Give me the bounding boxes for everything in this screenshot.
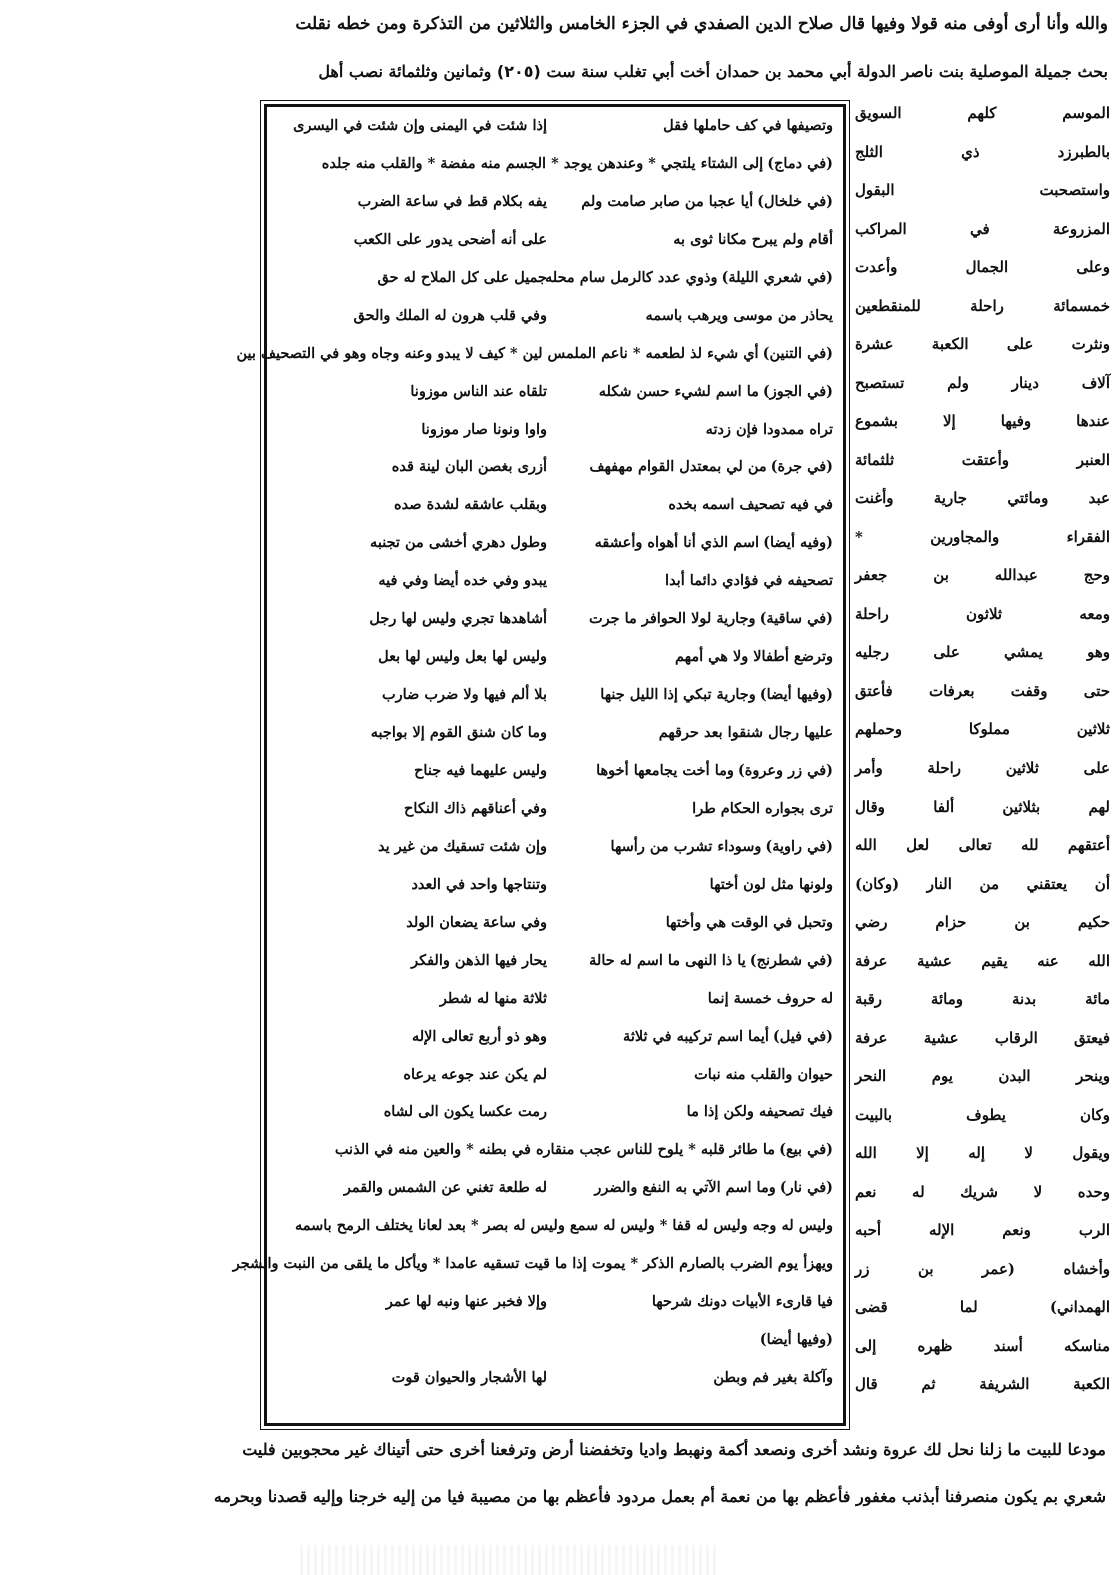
first-hemistich	[563, 876, 833, 893]
first-hemistich	[563, 307, 833, 324]
second-hemistich-text: يفه بكلام قط في ساعة الضرب	[357, 192, 547, 210]
side-column-line: مائة بدنة ومائة رقبة	[855, 990, 1110, 1009]
poem-row	[277, 952, 833, 986]
second-hemistich	[277, 572, 547, 589]
poem-row	[277, 1217, 833, 1251]
first-hemistich-text: له حروف خمسة إنما	[707, 989, 833, 1007]
riddle-label: (في ساقية)	[759, 610, 833, 628]
side-column-line: عبد ومائتي جارية وأغنت	[855, 489, 1110, 508]
second-hemistich	[277, 1066, 547, 1083]
bottom-text-line-1: مودعا للبيت ما زلنا نحل لك عروة ونشد أخرى ونصعد أكمة ونهبط واديا وتخفضنا أرض وترفعنا أخرى حتى أتيناك غير محجوبين فليت	[242, 1440, 1106, 1459]
first-hemistich	[563, 686, 833, 703]
riddle-label: (في بيع)	[779, 1141, 833, 1159]
second-hemistich-text: وفي أعناقهم ذاك النكاح	[404, 799, 547, 817]
poem-row	[277, 1141, 833, 1175]
second-hemistich	[277, 990, 547, 1007]
first-hemistich	[563, 1331, 833, 1348]
poem-row	[277, 117, 833, 151]
poem-row	[277, 1066, 833, 1100]
poem-row	[277, 1179, 833, 1213]
side-column-line: الكعبة الشريفة ثم قال	[855, 1375, 1110, 1394]
second-hemistich	[277, 496, 547, 513]
poem-prose-line	[277, 155, 833, 172]
poem-row	[277, 458, 833, 492]
second-hemistich-text: وإلا فخبر عنها ونبه لها عمر	[385, 1293, 547, 1311]
first-hemistich-text: فيك تصحيفه ولكن إذا ما	[686, 1103, 833, 1121]
riddle-label: (في التنين)	[762, 344, 833, 362]
second-hemistich-text: رمت عكسا يكون الى لشاه	[383, 1103, 547, 1121]
riddle-label: (في دماج)	[767, 154, 833, 172]
riddle-label: (في نار)	[779, 1179, 833, 1197]
side-column-line: ومعه ثلاثون راحلة	[855, 604, 1110, 623]
first-hemistich	[563, 383, 833, 400]
bottom-text-line-2: شعري بم يكون منصرفنا أبذنب مغفور فأعظم بها من نعمة أم بعمل مردود فأعظم بها من مصيبة فيا من إليه خرجنا وإليه قصدنا وبحرمه	[213, 1487, 1106, 1506]
poem-row	[277, 496, 833, 530]
first-hemistich	[563, 648, 833, 665]
second-hemistich-text: ثلاثة منها له شطر	[439, 989, 547, 1007]
side-column-line: وينحر البدن يوم النحر	[855, 1067, 1110, 1086]
poem-row	[277, 724, 833, 758]
poem-row	[277, 421, 833, 455]
riddle-label: (وفيها أيضا)	[759, 686, 833, 704]
poem-prose-text: أي شيء لذ لطعمه * ناعم الملمس لين * كيف لا يبدو وعنه وجاه وهو في التصحيف بين	[236, 344, 759, 362]
first-hemistich-text: وتحبل في الوقت هي وأختها	[665, 913, 833, 931]
first-hemistich	[563, 914, 833, 931]
first-hemistich	[563, 762, 833, 779]
second-hemistich-text: أشاهدها تجري وليس لها رجل	[369, 610, 547, 628]
poem-row	[277, 610, 833, 644]
poem-row	[277, 800, 833, 834]
second-hemistich-text: وطول دهري أخشى من تجنبه	[370, 534, 547, 552]
poem-row	[277, 534, 833, 568]
side-column-line: المزروعة في المراكب	[855, 219, 1110, 238]
side-column-line: حكيم بن حزام رضي	[855, 913, 1110, 932]
first-hemistich-text: أقام ولم يبرح مكانا ثوى به	[673, 230, 833, 248]
poem-row	[277, 1369, 833, 1403]
poem-row	[277, 572, 833, 606]
poem-frame	[232, 104, 846, 1426]
first-hemistich-text: أيا عجبا من صابر صامت ولم	[581, 192, 754, 210]
first-hemistich-text: تصحيفه في فؤادي دائما أبدا	[665, 572, 833, 590]
poem-row	[277, 1331, 833, 1365]
second-hemistich-text: وفي قلب هرون له الملك والحق	[353, 306, 547, 324]
second-hemistich	[277, 876, 547, 893]
side-column-line: مناسكه أسند ظهره إلى	[855, 1336, 1110, 1355]
top-text-line-2	[12, 62, 1108, 81]
side-column-line: ويقول لا إله إلا الله	[855, 1144, 1110, 1163]
first-hemistich-text: يحاذر من موسى ويرهب باسمه	[645, 306, 833, 324]
first-hemistich-text: حيوان والقلب منه نبات	[694, 1065, 833, 1083]
second-hemistich	[277, 1103, 547, 1120]
second-hemistich	[277, 269, 547, 286]
side-column-line: الفقراء والمجاورين *	[855, 527, 1110, 546]
first-hemistich	[563, 838, 833, 855]
poem-row	[277, 193, 833, 227]
first-hemistich	[563, 1369, 833, 1386]
riddle-label: (في راوية)	[765, 837, 833, 855]
top-text-line-2-part-b: وثمانين وثلثمائة نصب أهل	[318, 62, 492, 81]
poem-prose-line	[232, 1255, 833, 1273]
first-hemistich-text: يا ذا النهى ما اسم له حالة	[589, 951, 746, 969]
side-column-line: آلاف دينار ولم تستصبح	[855, 373, 1110, 392]
riddle-label: (وفيه أيضا)	[763, 534, 833, 552]
first-hemistich-text: فيا قارىء الأبيات دونك شرحها	[651, 1293, 833, 1311]
riddle-label: (في جرة)	[770, 458, 833, 476]
side-column-line: وعلى الجمال وأعدت	[855, 258, 1110, 277]
side-column-line: أعتقهم لله تعالى لعل الله	[855, 836, 1110, 855]
second-hemistich	[277, 1293, 547, 1310]
first-hemistich-text: أيما اسم تركيبه في ثلاثة	[623, 1027, 769, 1045]
poem-row	[277, 1103, 833, 1137]
poem-prose-line	[277, 1217, 833, 1234]
second-hemistich	[277, 1028, 547, 1045]
first-hemistich-text: وسوداء تشرب من رأسها	[610, 837, 762, 855]
poem-row	[277, 686, 833, 720]
riddle-label: (في الجوز)	[762, 382, 833, 400]
side-column-line: ثلاثين مملوكا وحملهم	[855, 720, 1110, 739]
first-hemistich	[545, 268, 833, 286]
poem-row	[277, 1028, 833, 1062]
second-hemistich-text: على أنه أضحى يدور على الكعب	[353, 230, 547, 248]
second-hemistich	[277, 193, 547, 210]
side-column	[855, 104, 1110, 1424]
second-hemistich-text: يبدو وفي خده أيضا وفي فيه	[378, 572, 547, 590]
first-hemistich-text: اسم الذي أنا أهواه وأعشقه	[594, 534, 760, 552]
first-hemistich-text: وترضع أطفالا ولا هي أمهم	[675, 648, 833, 666]
second-hemistich	[277, 648, 547, 665]
first-hemistich	[563, 1179, 833, 1196]
second-hemistich-text: إذا شئت في اليمنى وإن شئت في اليسرى	[293, 117, 547, 134]
side-column-line: الموسم كلهم السويق	[855, 104, 1110, 122]
first-hemistich	[563, 990, 833, 1007]
first-hemistich-text: عليها رجال شنقوا بعد حرقهم	[658, 724, 833, 742]
first-hemistich-text: وآكلة بغير فم وبطن	[713, 1369, 833, 1387]
first-hemistich	[563, 1293, 833, 1310]
first-hemistich	[563, 193, 833, 210]
first-hemistich	[563, 572, 833, 589]
second-hemistich-text: تلقاه عند الناس موزونا	[410, 382, 547, 400]
first-hemistich	[563, 534, 833, 551]
second-hemistich	[277, 686, 547, 703]
side-column-line: بالطبرزد ذي الثلج	[855, 142, 1110, 161]
second-hemistich	[277, 534, 547, 551]
side-column-line: وحج عبدالله بن جعفر	[855, 566, 1110, 585]
second-hemistich-text: يحار فيها الذهن والفكر	[411, 951, 547, 969]
second-hemistich-text: واوا ونونا صار موزونا	[421, 420, 547, 438]
poem-row	[232, 1255, 833, 1289]
second-hemistich	[277, 762, 547, 779]
first-hemistich	[563, 1103, 833, 1120]
second-hemistich	[277, 383, 547, 400]
poem-row	[277, 762, 833, 796]
riddle-label: (في شعري الليلة)	[721, 268, 833, 286]
second-hemistich-text: أزرى بغصن البان لينة قده	[391, 458, 547, 476]
second-hemistich	[277, 458, 547, 475]
side-column-line: فيعتق الرقاب عشية عرفة	[855, 1028, 1110, 1047]
side-column-line: وحده لا شريك له نعم	[855, 1182, 1110, 1201]
second-hemistich-text: جميل على كل الملاح له حق	[377, 268, 547, 286]
first-hemistich-text: في فيه تصحيف اسمه بخده	[668, 496, 833, 514]
poem-prose-text: ويهزأ يوم الضرب بالصارم الذكر * يموت إذا ما قيت تسقيه عامدا * ويأكل ما يلقى من النبت والشجر	[232, 1255, 833, 1273]
side-column-line: عندها وفيها إلا بشموع	[855, 412, 1110, 431]
first-hemistich-text: من لي بمعتدل القوام مهفهف	[589, 458, 767, 476]
poem-row	[277, 838, 833, 872]
riddle-label: (في زر وعروة)	[737, 762, 833, 779]
poem-row	[277, 876, 833, 910]
side-column-line: العنبر وأعتقت ثلثمائة	[855, 450, 1110, 469]
first-hemistich-text: وجارية تبكي إذا الليل جنها	[600, 686, 756, 704]
side-column-line: أن يعتقني من النار (وكان)	[855, 874, 1110, 893]
first-hemistich	[563, 458, 833, 475]
second-hemistich	[277, 838, 547, 855]
side-column-line: الله عنه يقيم عشية عرفة	[855, 951, 1110, 970]
first-hemistich-text: تراه ممدودا فإن زدته	[705, 420, 833, 438]
second-hemistich	[277, 231, 547, 248]
poem-prose-line	[236, 344, 833, 362]
poem-row	[277, 155, 833, 189]
first-hemistich-text: وما أخت يجامعها أخوها	[596, 762, 734, 779]
first-hemistich-text: وذوي عدد كالرمل سام محله	[545, 268, 718, 286]
poem-row	[277, 990, 833, 1024]
second-hemistich-text: وليس لها بعل وليس لها بعل	[378, 648, 547, 666]
poem-prose-text: ما طائر قلبه * يلوح للناس عجب منقاره في بطنه * والعين منه في الذنب	[334, 1141, 776, 1159]
riddle-label: (في خلخال)	[757, 192, 833, 210]
side-column-line: الهمداني) لما قضى	[855, 1298, 1110, 1317]
second-hemistich	[277, 1369, 547, 1386]
poem-prose-line	[277, 1141, 833, 1158]
first-hemistich	[563, 800, 833, 817]
poem-row	[277, 914, 833, 948]
second-hemistich-text: لم يكن عند جوعه يرعاه	[403, 1065, 547, 1083]
side-column-line: وهو يمشي على رجليه	[855, 643, 1110, 662]
first-hemistich	[563, 117, 833, 134]
side-column-line: وكان يطوف بالبيت	[855, 1105, 1110, 1124]
first-hemistich	[563, 952, 833, 969]
poem-prose-text: إلى الشتاء يلتجي * وعندهن يوجد * الجسم منه مفضة * والقلب منه جلده	[321, 154, 764, 172]
second-hemistich-text: له طلعة تغني عن الشمس والقمر	[343, 1179, 547, 1197]
second-hemistich	[277, 421, 547, 438]
second-hemistich-text: لها الأشجار والحيوان قوت	[391, 1369, 547, 1387]
first-hemistich-text: وجارية لولا الحوافر ما جرت	[588, 610, 756, 628]
second-hemistich-text: وهو ذو أربع تعالى الإله	[411, 1027, 547, 1045]
top-text-line-2-part-a: بحث جميلة الموصلية بنت ناصر الدولة أبي محمد بن حمدان أخت أبي تغلب سنة ست	[546, 62, 1108, 81]
poem-row	[277, 648, 833, 682]
second-hemistich	[277, 1179, 547, 1196]
first-hemistich	[563, 496, 833, 513]
second-hemistich-text: وما كان شنق القوم إلا بواجبه	[370, 724, 547, 742]
first-hemistich	[563, 1066, 833, 1083]
poem-row	[277, 307, 833, 341]
second-hemistich-text: وبقلب عاشقه لشدة صده	[394, 496, 547, 514]
second-hemistich-text: وفي ساعة يضعان الولد	[406, 913, 547, 931]
second-hemistich	[277, 952, 547, 969]
side-column-line: خمسمائة راحلة للمنقطعين	[855, 296, 1110, 315]
second-hemistich	[277, 914, 547, 931]
side-column-line: على ثلاثين راحلة وأمر	[855, 759, 1110, 777]
side-column-line: حتى وقفت بعرفات فأعتق	[855, 681, 1110, 700]
poem-row	[236, 344, 833, 379]
second-hemistich-text: وتنتاجها واحد في العدد	[411, 875, 547, 893]
second-hemistich	[277, 724, 547, 741]
poem-row	[277, 1293, 833, 1327]
side-column-line: الرب ونعم الإله أحبه	[855, 1221, 1110, 1240]
riddle-label: (في فيل)	[772, 1027, 833, 1045]
first-hemistich	[563, 231, 833, 248]
riddle-label: (وفيها أيضا)	[759, 1331, 833, 1349]
scan-artifact	[300, 1545, 720, 1575]
poem-row	[277, 269, 833, 303]
page-number: (٢٠٥)	[496, 62, 541, 81]
second-hemistich	[277, 307, 547, 324]
first-hemistich-text: وتصيفها في كف حاملها فقل	[663, 117, 833, 134]
first-hemistich	[563, 724, 833, 741]
poem-row	[277, 383, 833, 417]
poem-row	[277, 231, 833, 265]
side-column-line: وأخشاه (عمر بن زر	[855, 1259, 1110, 1278]
second-hemistich	[277, 800, 547, 817]
second-hemistich-text: بلا ألم فيها ولا ضرب ضارب	[381, 686, 547, 704]
second-hemistich-text: وإن شئت تسقيك من غير يد	[378, 837, 547, 855]
first-hemistich-text: ولونها مثل لون أختها	[709, 875, 833, 893]
second-hemistich	[277, 117, 547, 134]
side-column-line: ونثرت على الكعبة عشرة	[855, 335, 1110, 354]
first-hemistich-text: وما اسم الآتي به النفع والضرر	[594, 1179, 776, 1197]
first-hemistich	[563, 610, 833, 627]
first-hemistich-text: ما اسم لشيء حسن شكله	[598, 382, 759, 400]
riddle-label: (في شطرنج)	[749, 951, 833, 969]
poem-prose-text: وليس له وجه وليس له قفا * وليس له سمع وليس له بصر * بعد لعانا يختلف الرمح باسمه	[294, 1217, 833, 1235]
first-hemistich-text: ترى بجواره الحكام طرا	[692, 799, 833, 817]
first-hemistich	[563, 1028, 833, 1045]
side-column-line: واستصحبت البقول	[855, 181, 1110, 200]
top-text-line-1: والله وأنا أرى أوفى منه قولا وفيها قال صلاح الدين الصفدي في الجزء الخامس والثلاثين من التذكرة ومن خطه نقلت	[295, 14, 1108, 34]
first-hemistich	[563, 421, 833, 438]
second-hemistich-text: وليس عليهما فيه جناح	[414, 762, 547, 779]
side-column-line: لهم بثلاثين ألفا وقال	[855, 797, 1110, 816]
second-hemistich	[277, 610, 547, 627]
